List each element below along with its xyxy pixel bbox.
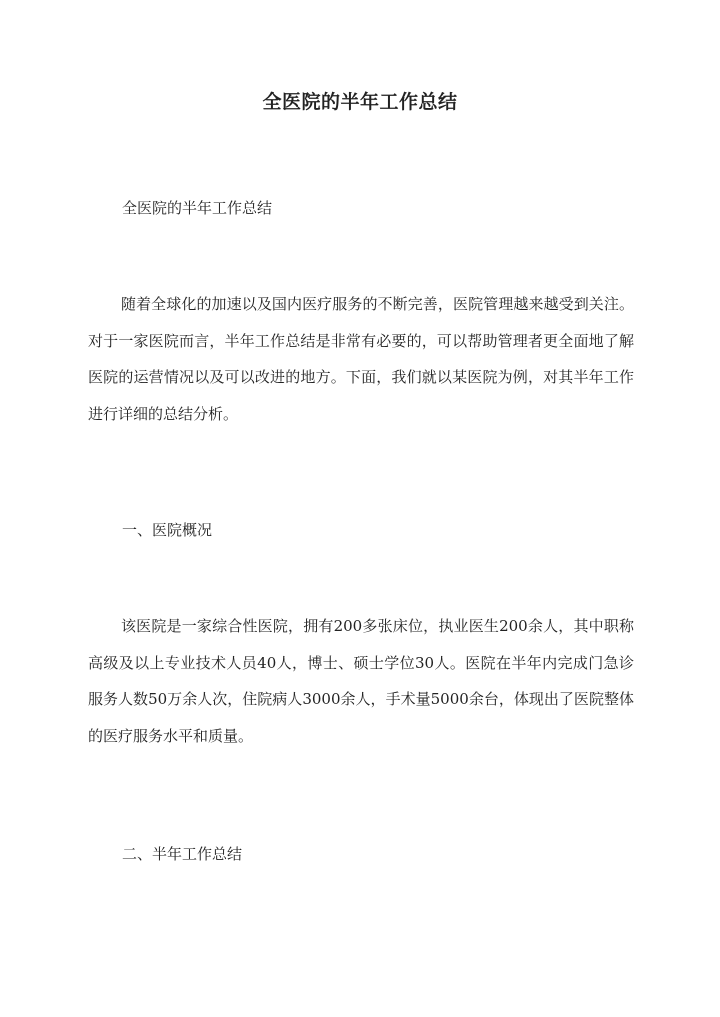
intro-paragraph: 随着全球化的加速以及国内医疗服务的不断完善，医院管理越来越受到关注。对于一家医院而言，半年工作总结是非常有必要的，可以帮助管理者更全面地了解医院的运营情况以及可以改进的地方。下面，我们就以某医院为例，对其半年工作进行详细的总结分析。	[88, 295, 634, 423]
overview-paragraph: 该医院是一家综合性医院，拥有200多张床位，执业医生200余人，其中职称高级及以上专业技术人员40人，博士、硕士学位30人。医院在半年内完成门急诊服务人数50万余人次，住院病人3000余人，手术量5000余台，体现出了医院整体的医疗服务水平和质量。	[88, 617, 634, 745]
document-subtitle: 全医院的半年工作总结	[122, 199, 273, 217]
section-heading-summary: 二、半年工作总结	[122, 845, 243, 863]
document-title: 全医院的半年工作总结	[262, 91, 458, 113]
section-heading-overview: 一、医院概况	[122, 521, 213, 539]
